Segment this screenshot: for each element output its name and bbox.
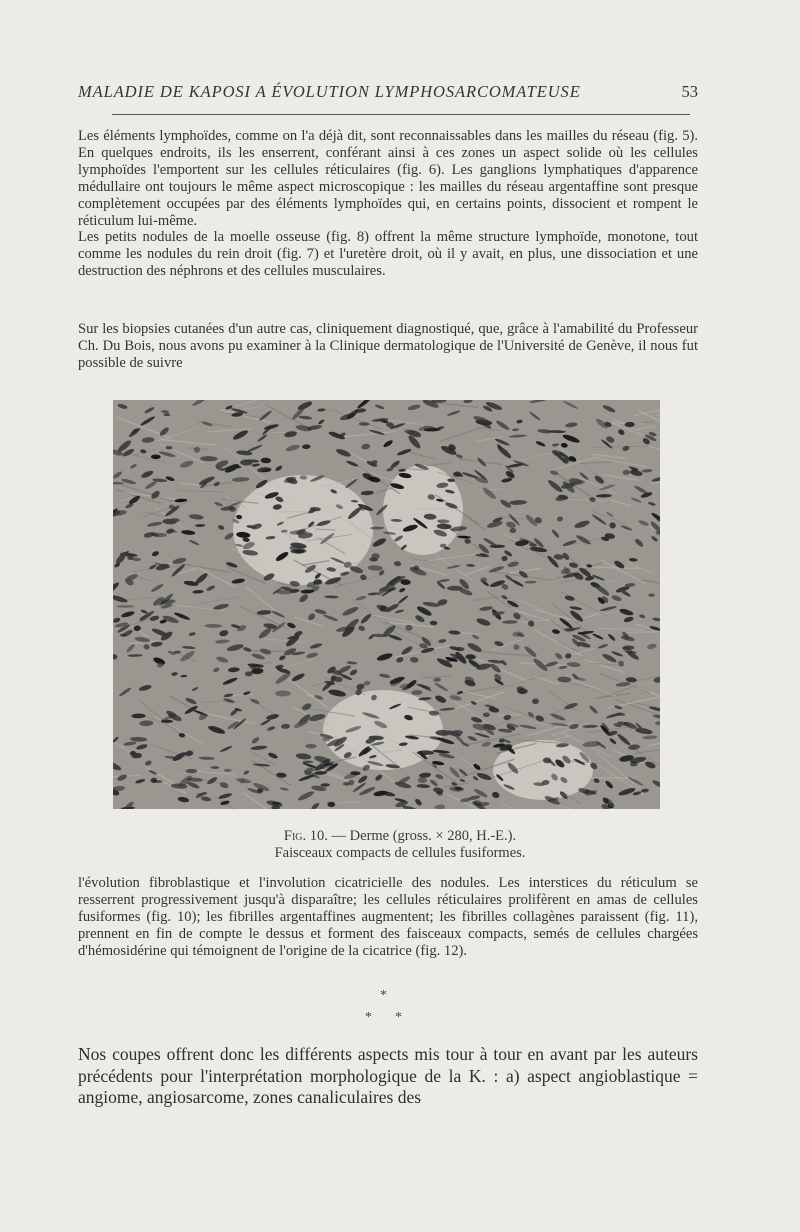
running-head bbox=[78, 82, 698, 102]
asterism-star: * bbox=[380, 988, 387, 1003]
figure-caption-line-2: Faisceaux compacts de cellules fusiformes. bbox=[274, 845, 526, 861]
figure-caption-detail: — Derme (gross. × 280, H.-E.). bbox=[327, 828, 517, 844]
running-head-title: MALADIE DE KAPOSI A ÉVOLUTION LYMPHOSARCOMATEUSE bbox=[78, 82, 581, 101]
paragraph-lymphoid-elements: Les éléments lymphoïdes, comme on l'a déjà dit, sont reconnaissables dans les mailles du réseau (fig. 5). En quelques endroits, ils les enserrent, conférant ainsi à ces zones un aspect solide où les cellules lymphoïdes l'emportent sur les cellules réticulaires (fig. 6). Les ganglions lymphatiques d'apparence médullaire ont toujours le même aspect microscopique : les mailles du réseau argentaffine sont presque complètement occupées par des éléments lymphoïdes qui, en certains points, dissocient et rompent le réticulum lui-même. bbox=[78, 128, 698, 229]
paragraph-fibroblastic-evolution: l'évolution fibroblastique et l'involution cicatricielle des nodules. Les interstices du réticulum se resserrent progressivement jusqu'à disparaître; les cellules réticulaires prolifèrent en amas de cellules fusiformes (fig. 10); les fibrilles argentaffines augmentent; les fibrilles collagènes paraissent (fig. 11), prennent en fin de compte le dessus et forment des faisceaux compacts, semés de cellules chargées d'hémosidérine qui témoignent de l'origine de la cicatrice (fig. 12). bbox=[78, 875, 698, 959]
body-text-block-3 bbox=[78, 875, 698, 960]
figure-label: Fig. 10. bbox=[283, 828, 328, 844]
asterism-star: * bbox=[395, 1010, 402, 1025]
paragraph-bone-marrow-nodules: Les petits nodules de la moelle osseuse (fig. 8) offrent la même structure lymphoïde, monotone, tout comme les nodules du rein droit (fig. 7) et l'uretère droit, où il y avait, en plus, une dissociation et une destruction des néphrons et des cellules musculaires. bbox=[78, 229, 698, 280]
micrograph-image bbox=[113, 400, 660, 809]
figure-caption-line-1 bbox=[100, 828, 700, 845]
section-asterism bbox=[340, 988, 430, 1028]
body-text-block-1 bbox=[78, 128, 698, 280]
header-rule bbox=[112, 114, 690, 115]
body-text-block-2 bbox=[78, 321, 698, 372]
page-number: 53 bbox=[681, 82, 698, 101]
asterism-star: * bbox=[365, 1010, 372, 1025]
body-text-large bbox=[78, 1044, 698, 1109]
paragraph-skin-biopsies: Sur les biopsies cutanées d'un autre cas, cliniquement diagnostiqué, que, grâce à l'amabilité du Professeur Ch. Du Bois, nous avons pu examiner à la Clinique dermatologique de l'Université de Genève, il nous fut possible de suivre bbox=[78, 321, 698, 371]
paragraph-conclusions: Nos coupes offrent donc les différents aspects mis tour à tour en avant par les auteurs précédents pour l'interprétation morphologique de la K. : a) aspect angioblastique = angiome, angiosarcome, zones canaliculaires des bbox=[78, 1044, 698, 1107]
figure-10-micrograph bbox=[113, 400, 660, 809]
